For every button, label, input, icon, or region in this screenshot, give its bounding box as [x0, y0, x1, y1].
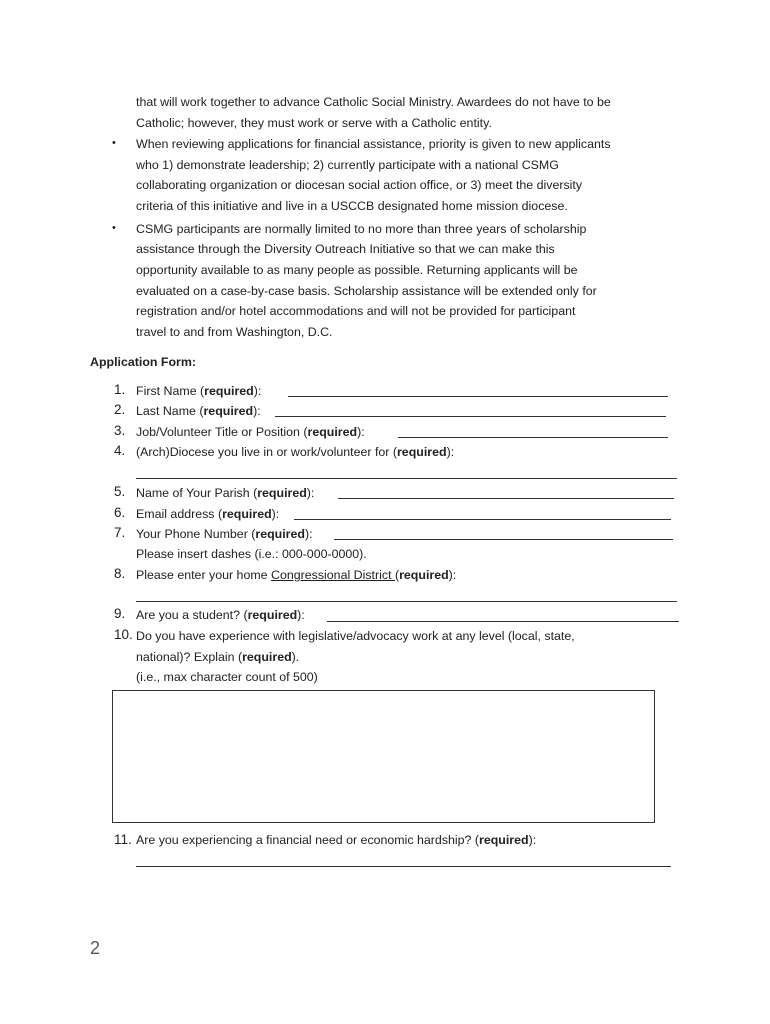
- bullet-icon: •: [112, 137, 116, 149]
- item-number: 10.: [114, 627, 133, 642]
- item-number: 11.: [114, 832, 132, 847]
- item-label: Email address (required):: [136, 507, 280, 521]
- student-field[interactable]: [327, 621, 679, 622]
- item-label: Are you experiencing a financial need or economic hardship? (required):: [136, 833, 537, 847]
- congressional-district-field[interactable]: [136, 601, 677, 602]
- bullet-line: who 1) demonstrate leadership; 2) currently participate with a national CSMG: [136, 158, 559, 172]
- char-limit-note: (i.e., max character count of 500): [136, 670, 318, 684]
- diocese-field[interactable]: [136, 478, 677, 479]
- bullet-line: evaluated on a case-by-case basis. Scholarship assistance will be extended only for: [136, 284, 597, 298]
- item-number: 1.: [114, 382, 126, 397]
- item-number: 9.: [114, 606, 126, 621]
- item-number: 5.: [114, 484, 126, 499]
- item-label: Name of Your Parish (required):: [136, 486, 315, 500]
- job-title-field[interactable]: [398, 437, 668, 438]
- bullet-line: assistance through the Diversity Outreach Initiative so that we can make this: [136, 242, 555, 256]
- item-label: Your Phone Number (required):: [136, 527, 313, 541]
- item-label: Last Name (required):: [136, 404, 261, 418]
- bullet-line: travel to and from Washington, D.C.: [136, 325, 333, 339]
- item-number: 6.: [114, 505, 126, 520]
- item-number: 4.: [114, 443, 126, 458]
- intro-line: Catholic; however, they must work or serve with a Catholic entity.: [136, 116, 492, 130]
- item-label: Please enter your home Congressional District (required):: [136, 568, 457, 582]
- congressional-district-link[interactable]: Congressional District: [271, 568, 395, 582]
- form-heading: Application Form:: [90, 355, 197, 369]
- advocacy-experience-textarea[interactable]: [112, 690, 655, 823]
- last-name-field[interactable]: [275, 416, 666, 417]
- bullet-line: criteria of this initiative and live in a USCCB designated home mission diocese.: [136, 199, 568, 213]
- item-number: 2.: [114, 402, 126, 417]
- bullet-line: CSMG participants are normally limited to no more than three years of scholarship: [136, 222, 587, 236]
- phone-field[interactable]: [334, 539, 673, 540]
- item-label: First Name (required):: [136, 384, 262, 398]
- intro-line: that will work together to advance Catholic Social Ministry. Awardees do not have to be: [136, 95, 611, 109]
- email-field[interactable]: [294, 519, 671, 520]
- first-name-field[interactable]: [288, 396, 668, 397]
- bullet-line: When reviewing applications for financial assistance, priority is given to new applicants: [136, 137, 611, 151]
- item-number: 7.: [114, 525, 126, 540]
- bullet-line: registration and/or hotel accommodations and will not be provided for participant: [136, 304, 576, 318]
- item-label: (Arch)Diocese you live in or work/volunteer for (required):: [136, 445, 455, 459]
- phone-note: Please insert dashes (i.e.: 000-000-0000).: [136, 547, 367, 561]
- page-number: 2: [90, 938, 101, 958]
- item-label: national)? Explain (required).: [136, 650, 300, 664]
- bullet-line: opportunity available to as many people as possible. Returning applicants will be: [136, 263, 578, 277]
- item-number: 3.: [114, 423, 126, 438]
- bullet-line: collaborating organization or diocesan social action office, or 3) meet the diversity: [136, 178, 583, 192]
- item-label: Do you have experience with legislative/advocacy work at any level (local, state,: [136, 629, 575, 643]
- item-number: 8.: [114, 566, 126, 581]
- item-label: Are you a student? (required):: [136, 608, 305, 622]
- financial-need-field[interactable]: [136, 866, 671, 867]
- parish-field[interactable]: [338, 498, 674, 499]
- item-label: Job/Volunteer Title or Position (required):: [136, 425, 365, 439]
- bullet-icon: •: [112, 222, 116, 234]
